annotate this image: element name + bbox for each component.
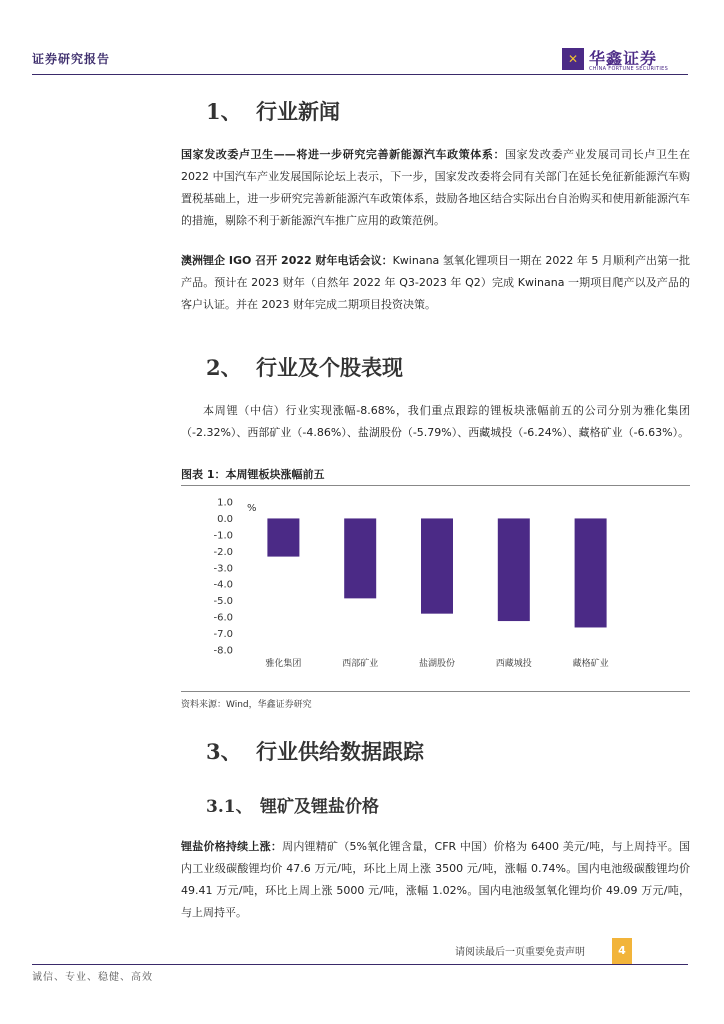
- logo-mark-icon: ✕: [562, 48, 584, 70]
- section-2-heading: [206, 352, 403, 382]
- bar: [421, 518, 453, 613]
- figure-title: 图表 1：本周锂板块涨幅前五: [181, 468, 325, 481]
- y-tick-label: -2.0: [213, 546, 233, 558]
- y-tick-label: -6.0: [213, 612, 233, 624]
- y-tick-label: -5.0: [213, 596, 233, 608]
- news-paragraph-1: [181, 144, 690, 232]
- news-1-body: 国家发改委产业发展司司长卢卫生在 2022 中国汽车产业发展国际论坛上表示，下一步，国家发改委将会同有关部门在延长免征新能源汽车购置税基础上，进一步研究完善新能源汽车政策体系，鼓励各地区结合实际出台自治购买和使用新能源汽车的措施，剔除不利于新能源汽车推广应用的政策范例。: [181, 148, 691, 227]
- subsection-3-1-title: 锂矿及锂盐价格: [260, 797, 379, 817]
- news-2-headline: 澳洲锂企 IGO 召开 2022 财年电话会议：: [181, 254, 393, 267]
- y-tick-label: -3.0: [213, 563, 233, 575]
- y-tick-label: 0.0: [217, 513, 233, 525]
- x-tick-label: 雅化集团: [265, 659, 302, 669]
- y-tick-label: -4.0: [213, 579, 233, 591]
- subsection-3-1-number: 3.1、: [206, 797, 253, 817]
- page-number: 4: [612, 938, 632, 964]
- bar: [575, 518, 607, 627]
- unit-label: %: [247, 503, 257, 515]
- performance-paragraph: 本周锂（中信）行业实现涨幅-8.68%，我们重点跟踪的锂板块涨幅前五的公司分别为雅化集团（-2.32%）、西部矿业（-4.86%）、盐湖股份（-5.79%）、西藏城投（-6.24%）、藏格矿业（-6.63%）。: [181, 404, 690, 439]
- figure-bottom-rule: [181, 691, 690, 692]
- news-1-headline: 国家发改委卢卫生——将进一步研究完善新能源汽车政策体系：: [181, 148, 506, 161]
- subsection-3-1-heading: [206, 792, 379, 817]
- price-headline: 锂盐价格持续上涨：: [181, 840, 283, 853]
- price-paragraph: [181, 836, 690, 924]
- y-tick-label: -1.0: [213, 530, 233, 542]
- section-1-heading: [206, 96, 340, 126]
- logo-text-en: CHINA FORTUNE SECURITIES: [589, 66, 669, 72]
- price-body: 周内锂精矿（5%氧化锂含量，CFR 中国）价格为 6400 美元/吨，与上周持平。国内工业级碳酸锂均价 47.6 万元/吨，环比上周上涨 3500 元/吨，涨幅 0.74%。国内电池级碳酸锂均价 49.41 万元/吨，环比上周上涨 5000 元/吨，涨幅 1.02%。国内电池级氢氧化锂均价 49.09 万元/吨，与上周持平。: [181, 840, 691, 919]
- section-3-title: 行业供给数据跟踪: [256, 739, 424, 764]
- bar: [267, 518, 299, 556]
- section-3-number: 3、: [206, 739, 242, 764]
- x-tick-label: 西部矿业: [342, 659, 379, 669]
- disclaimer-note: 请阅读最后一页重要免责声明: [455, 947, 585, 958]
- report-type-label: 证券研究报告: [32, 52, 111, 66]
- bar-chart: [181, 486, 690, 690]
- header-divider: [32, 74, 688, 75]
- section-1-number: 1、: [206, 99, 242, 124]
- x-tick-label: 西藏城投: [495, 659, 532, 669]
- section-2-title: 行业及个股表现: [256, 355, 403, 380]
- section-2-number: 2、: [206, 355, 242, 380]
- x-tick-label: 盐湖股份: [418, 659, 456, 669]
- footer-divider: [32, 964, 688, 965]
- section-1-title: 行业新闻: [256, 99, 340, 124]
- y-tick-label: -7.0: [213, 629, 233, 641]
- x-tick-label: 藏格矿业: [572, 659, 609, 669]
- footer-motto: 诚信、专业、稳健、高效: [32, 972, 153, 983]
- bar: [498, 518, 530, 621]
- y-tick-label: -8.0: [213, 645, 233, 657]
- news-paragraph-2: [181, 250, 690, 316]
- company-logo: [562, 46, 692, 74]
- news-2-body: Kwinana 氢氧化锂项目一期在 2022 年 5 月顺利产出第一批产品。预计在 2023 财年（自然年 2022 年 Q3-2023 年 Q2）完成 Kwinana 一期项目爬产以及产品的客户认证。并在 2023 财年完成二期项目投资决策。: [181, 254, 690, 311]
- figure-source: 资料来源：Wind，华鑫证券研究: [181, 700, 312, 710]
- y-tick-label: 1.0: [217, 497, 233, 509]
- bar: [344, 518, 376, 598]
- section-3-heading: [206, 736, 424, 766]
- logo-text-cn: 华鑫证券: [589, 49, 658, 68]
